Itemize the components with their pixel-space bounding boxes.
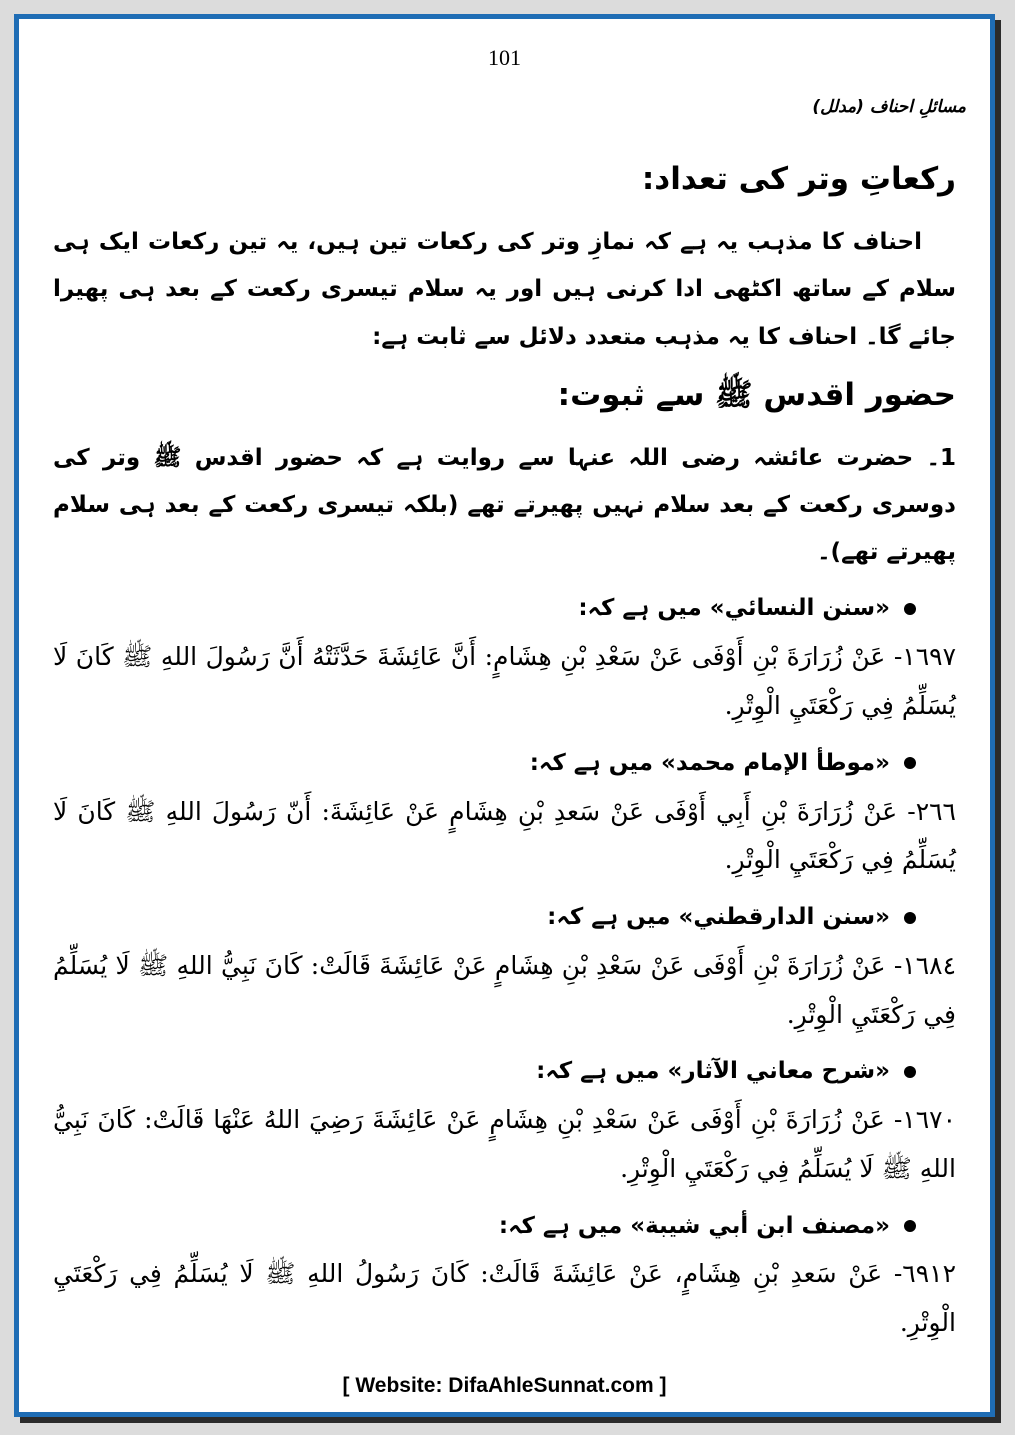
reference-source: «سنن الدارقطني» میں ہے کہ: [547,904,890,931]
page [14,14,995,1417]
heading-proof-from-prophet: حضور اقدس ﷺ سے ثبوت: [557,376,956,413]
page-content [53,159,956,1352]
reference-daraqutni [53,899,956,1039]
bullet-icon [904,757,916,769]
page-number: 101 [488,45,521,70]
reference-muwatta [53,745,956,885]
heading-witr-rakat-count: رکعاتِ وتر کی تعداد: [641,161,956,197]
reference-source: «سنن النسائي» میں ہے کہ: [578,595,890,622]
reference-source: «شرح معاني الآثار» میں ہے کہ: [536,1058,890,1085]
hadith-text: ١٦٧٠- عَنْ زُرَارَةَ بْنِ أَوْفَى عَنْ سَعْدِ بْنِ هِشَامٍ عَنْ عَائِشَةَ رَضِيَ اللهُ عَنْهَا قَالَتْ: كَانَ نَبِيُّ اللهِ ﷺ لَا يُسَلِّمُ فِي رَكْعَتَيِ الْوِتْرِ. [53,1105,956,1183]
hadith-text: ١٦٨٤- عَنْ زُرَارَةَ بْنِ أَوْفَى عَنْ سَعْدِ بْنِ هِشَامٍ عَنْ عَائِشَةَ قَالَتْ: كَانَ نَبِيُّ اللهِ ﷺ لَا يُسَلِّمُ فِي رَكْعَتَيِ الْوِتْرِ. [53,950,956,1029]
website-footer: [ Website: DifaAhleSunnat.com ] [342,1374,667,1397]
reference-ibn-abi-shaybah [53,1208,956,1348]
reference-source: «مصنف ابن أبي شيبة» میں ہے کہ: [498,1212,890,1239]
hadith-text: ٦٩١٢- عَنْ سَعدِ بْنِ هِشَامٍ، عَنْ عَائِشَةَ قَالَتْ: كَانَ رَسُولُ اللهِ ﷺ لَا يُسَلِّمُ فِي رَكْعَتَيِ الْوِتْرِ. [53,1259,956,1338]
reference-sharh-maani [53,1053,956,1193]
bullet-icon [904,912,916,924]
reference-source: «موطأ الإمام محمد» میں ہے کہ: [529,749,890,776]
hadith-text: ١٦٩٧- عَنْ زُرَارَةَ بْنِ أَوْفَى عَنْ سَعْدِ بْنِ هِشَامٍ: أَنَّ عَائِشَةَ حَدَّثَتْهُ أَنَّ رَسُولَ اللهِ ﷺ كَانَ لَا يُسَلِّمُ فِي رَكْعَتَيِ الْوِتْرِ. [53,642,956,720]
bullet-icon [904,1066,916,1078]
paragraph-hanafi-position: احناف کا مذہب یہ ہے کہ نمازِ وتر کی رکعات تین ہیں، یہ تین رکعات ایک ہی سلام کے ساتھ اکٹھی ادا کرنی ہیں اور یہ سلام تیسری رکعت کے بعد ہی پھیرا جائے گا۔ احناف کا یہ مذہب متعدد دلائل سے ثابت ہے: [53,229,956,350]
running-head: مسائلِ احناف (مدلل) [812,97,966,117]
bullet-icon [904,1220,916,1232]
bullet-icon [904,603,916,615]
hadith-text: ٢٦٦- عَنْ زُرَارَةَ بْنِ أَبِي أَوْفَى عَنْ سَعدِ بْنِ هِشَامٍ عَنْ عَائِشَةَ: أَنّ رَسُولَ اللهِ ﷺ كَانَ لَا يُسَلِّمُ فِي رَكْعَتَيِ الْوِتْرِ. [53,796,956,875]
reference-nasai [53,590,956,730]
paragraph-aisha-narration: 1۔ حضرت عائشہ رضی اللہ عنہا سے روایت ہے کہ حضور اقدس ﷺ وتر کی دوسری رکعت کے بعد سلام نہیں پھیرتے تھے (بلکہ تیسری رکعت کے بعد ہی سلام پھیرتے تھے)۔ [53,445,956,566]
